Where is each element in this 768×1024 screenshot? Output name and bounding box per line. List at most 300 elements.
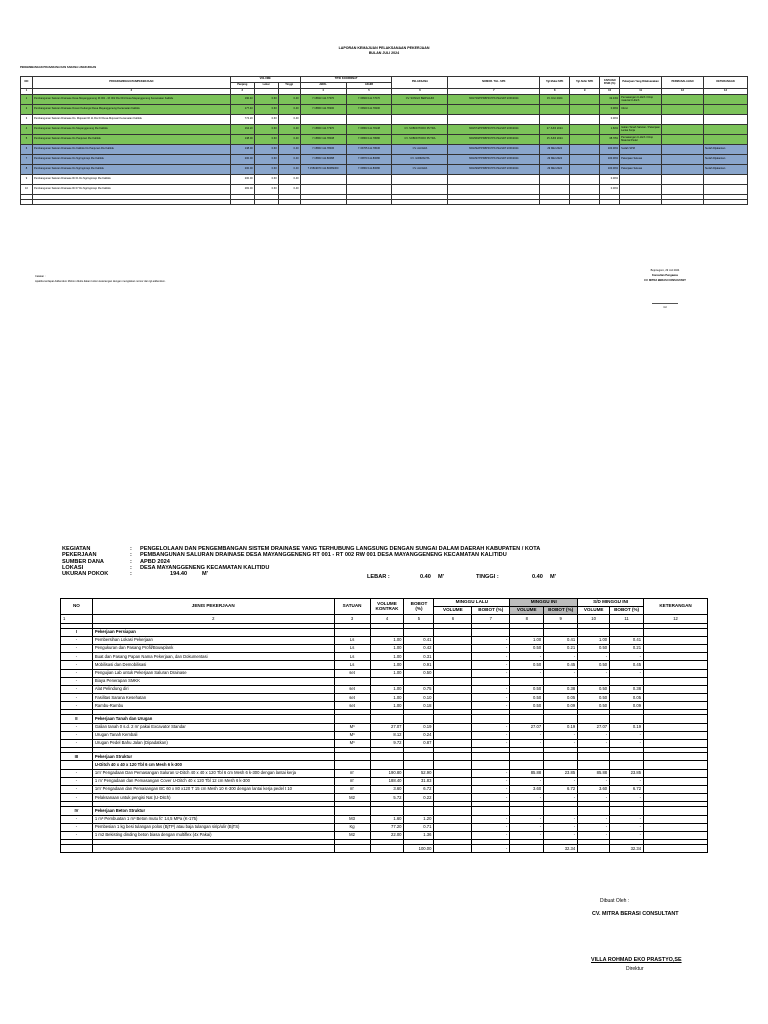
cell-keterangan (644, 785, 708, 793)
cell-lv (434, 723, 472, 731)
cell-p: 200.00 (230, 155, 254, 165)
cell-bobot: 0.41 (404, 636, 434, 644)
cell-akhir-spk (570, 115, 600, 125)
cell-l: 0.60 (254, 125, 278, 135)
cell-sv: 0.50 (578, 661, 610, 669)
rab-row (61, 685, 708, 693)
column-number: 11 (620, 89, 662, 95)
cell-sat: M2 (334, 831, 370, 839)
info-labels (62, 546, 108, 577)
cell-name: Pembangunan Saluran Drainase Rt 01 Ds Ngringinrejo Rw Kalitidu (32, 175, 230, 185)
cell-t: 0.40 (278, 105, 300, 115)
cell-awal: 7.15863 111.80088 (300, 155, 346, 165)
empty-cell (370, 753, 404, 761)
empty-cell (254, 200, 278, 205)
cell-sat: Ls (334, 644, 370, 652)
rab-column-number: 4 (370, 615, 404, 623)
cell-name: Mobilisasi dan Demobilisasi (92, 661, 334, 669)
empty-cell (404, 715, 434, 723)
total-sb: 32.34 (610, 845, 644, 853)
cell-iv: 0.50 (510, 661, 544, 669)
rab-header-sd-bobot: BOBOT (%) (610, 607, 644, 615)
cell-sat: M³ (334, 723, 370, 731)
cell-cap: 0.00% (600, 105, 620, 115)
label-sumber-dana: SUMBER DANA (62, 558, 104, 565)
cell-t: 0.40 (278, 135, 300, 145)
empty-cell (472, 753, 510, 761)
cell-no: - (61, 723, 93, 731)
column-number: 10 (600, 89, 620, 95)
cell-akhir: 7.15820 111.77070 (346, 95, 392, 105)
sign-company: CV. MITRA BERASI CONSULTANT (644, 279, 686, 282)
cell-no: - (61, 777, 93, 785)
empty-cell (472, 715, 510, 723)
cell-lb: - (472, 815, 510, 823)
cell-mulai (540, 175, 570, 185)
cell-masalah (662, 165, 704, 175)
cell-kerja: Sudah SPM (620, 145, 662, 155)
cell-l: 0.60 (254, 95, 278, 105)
cell-vol: 1.00 (370, 653, 404, 661)
section-number: III (61, 753, 93, 761)
rab-column-number: 12 (644, 615, 708, 623)
empty-cell (392, 200, 448, 205)
header-tinggi: Tinggi (278, 83, 300, 89)
empty-cell (92, 845, 334, 853)
rab-header-jenis: JENIS PEKERJAAN (92, 599, 334, 615)
empty-cell (544, 761, 578, 769)
cell-spk: 600/297/PPKBPR.PPK.PELSDT.2/06/2024 (448, 155, 540, 165)
cell-iv: 0.50 (510, 685, 544, 693)
cell-pelaksana (392, 115, 448, 125)
cell-ib: 6.72 (544, 785, 578, 793)
cell-l: 0.60 (254, 155, 278, 165)
cell-sb (610, 677, 644, 685)
cell-bobot: 0.50 (404, 669, 434, 677)
empty-cell (32, 200, 230, 205)
cell-cap: 0.00% (600, 175, 620, 185)
cell-bobot: 0.19 (404, 723, 434, 731)
cell-iv: 0.50 (510, 694, 544, 702)
cell-ib: - (544, 740, 578, 748)
cell-cap: 38.78% (600, 135, 620, 145)
rab-row (61, 677, 708, 685)
cell-name: Pengujian Lab untuk Pekerjaan Saluran Drainase (92, 669, 334, 677)
cell-vol: 1.00 (370, 636, 404, 644)
cell-akhir-spk (570, 175, 600, 185)
empty-cell (434, 845, 472, 853)
cell-no: - (61, 669, 93, 677)
colon: : (130, 558, 132, 565)
header-pelaksana: PELAKSANA (392, 77, 448, 89)
cell-pelaksana: CV. SOBONTORO PUTRA (392, 125, 448, 135)
cell-keterangan (644, 702, 708, 710)
cell-lv (434, 669, 472, 677)
cell-ket (703, 185, 747, 195)
empty-cell (472, 761, 510, 769)
empty-cell (610, 715, 644, 723)
weekly-progress-table (60, 598, 708, 853)
cell-iv: - (510, 653, 544, 661)
section-number (61, 761, 93, 769)
header-nomor-spk: NOMOR. TGL. SPK (448, 77, 540, 89)
cell-awal: 7.15860 111.78200 (300, 105, 346, 115)
rab-row (61, 785, 708, 793)
cell-l: 0.60 (254, 135, 278, 145)
column-number: 1 (21, 89, 33, 95)
empty-cell (644, 628, 708, 636)
cell-vol: 1.60 (370, 815, 404, 823)
cell-vol: 1.00 (370, 702, 404, 710)
cell-mulai (540, 105, 570, 115)
cell-ket (703, 105, 747, 115)
empty-cell (230, 200, 254, 205)
cell-ib: - (544, 815, 578, 823)
cell-spk: 600/729/PPKBPR.PPK.PELSDT.2/06/2024 (448, 95, 540, 105)
cell-lb: - (472, 769, 510, 777)
column-number: 6 (392, 89, 448, 95)
cell-sb: - (610, 669, 644, 677)
cell-sv: 27.07 (578, 723, 610, 731)
cell-pelaksana (392, 105, 448, 115)
empty-cell (620, 200, 662, 205)
section-title: Pekerjaan Struktur (92, 753, 334, 761)
table-row (21, 165, 748, 175)
empty-cell (404, 761, 434, 769)
cell-sb: 23.85 (610, 769, 644, 777)
cell-no: - (61, 653, 93, 661)
cell-bobot: 6.72 (404, 785, 434, 793)
cell-sb: - (610, 740, 644, 748)
cell-vol: 1.00 (370, 669, 404, 677)
cell-sb: 0.41 (610, 636, 644, 644)
empty-cell (434, 807, 472, 815)
label-pekerjaan: PEKERJAAN (62, 552, 97, 559)
cell-name: 1m' Pengadaan dan Pemasangan BC 60 x 80 x120 T 15 cm Mesh 10 K-300 dengan lantai kerja pedel t 10 (92, 785, 334, 793)
empty-cell (61, 845, 93, 853)
total-bobot: 100.00 (404, 845, 434, 853)
cell-name: Pembangunan Saluran Drainase Desa Mayanggeneng Rt 001 - Rt 002 Rw 001 Desa Mayanggeneng Kecamatan Kalitidu (32, 95, 230, 105)
cell-iv: - (510, 740, 544, 748)
cell-bobot: 0.91 (404, 661, 434, 669)
cell-name: Pelaksanaan untuk pengisi Nat (U-Ditch) (92, 794, 334, 802)
cell-t: 0.40 (278, 175, 300, 185)
cell-lb: - (472, 653, 510, 661)
cell-ket: Sudah Dijalankan (703, 155, 747, 165)
rab-header-ini-bobot: BOBOT (%) (544, 607, 578, 615)
cell-lv (434, 685, 472, 693)
cell-sv (578, 677, 610, 685)
cell-lb: - (472, 823, 510, 831)
empty-cell (21, 200, 33, 205)
cell-ket (703, 125, 747, 135)
rab-row (61, 661, 708, 669)
cell-lb: - (472, 694, 510, 702)
cell-akhir: 7.15765 111.78036 (346, 145, 392, 155)
cell-no: - (61, 677, 93, 685)
cell-sv: 0.50 (578, 694, 610, 702)
cell-no: - (61, 785, 93, 793)
empty-cell (540, 200, 570, 205)
total-lb: - (472, 845, 510, 853)
cell-awal: 7.15860 111.77970 (300, 125, 346, 135)
cell-lv (434, 644, 472, 652)
table-row (21, 115, 748, 125)
empty-cell (544, 715, 578, 723)
cell-pelaksana: CV. ALFARA (392, 165, 448, 175)
cell-ib: - (544, 669, 578, 677)
empty-cell (510, 761, 544, 769)
cell-sat: Ls (334, 661, 370, 669)
cell-sat: m' (334, 769, 370, 777)
header-titik: TITIK KOORDINAT (300, 77, 392, 83)
empty-cell (510, 628, 544, 636)
header-keterangan: KETERANGAN (703, 77, 747, 89)
cell-bobot: 31.83 (404, 777, 434, 785)
cell-p: 200.00 (230, 175, 254, 185)
cell-sb: - (610, 794, 644, 802)
empty-cell (434, 628, 472, 636)
cell-no: - (61, 702, 93, 710)
cell-l: 0.60 (254, 115, 278, 125)
cell-ket (703, 135, 747, 145)
rab-row (61, 777, 708, 785)
cell-masalah (662, 155, 704, 165)
empty-row (21, 200, 748, 205)
rab-header-no: NO (61, 599, 93, 615)
cell-lv (434, 823, 472, 831)
cell-no: - (61, 694, 93, 702)
rab-row (61, 636, 708, 644)
header-permasalahan: PERMASALAHAN (662, 77, 704, 89)
rab-header-sd-volume: VOLUME (578, 607, 610, 615)
column-number: 13 (703, 89, 747, 95)
cell-name: 1 m2 Bekisting dinding beton biasa dengan multiflex (4x Pakai) (92, 831, 334, 839)
cell-sv: - (578, 740, 610, 748)
cell-t: 0.40 (278, 155, 300, 165)
colon: : (130, 552, 132, 559)
value-lebar-unit: M' (438, 574, 444, 580)
rab-row (61, 845, 708, 853)
cell-akhir: 7.15863 111.78138 (346, 125, 392, 135)
colon: : (130, 564, 132, 571)
cell-p: 190.40 (230, 95, 254, 105)
table-row (21, 125, 748, 135)
cell-lb: - (472, 644, 510, 652)
cell-name: Alat Pelindung diri (92, 685, 334, 693)
table-row (21, 155, 748, 165)
cell-keterangan (644, 794, 708, 802)
rab-row (61, 694, 708, 702)
cell-no: 10 (21, 185, 33, 195)
cell-p: 138.00 (230, 145, 254, 155)
cell-mulai: 27 JUNI 2024 (540, 125, 570, 135)
cell-keterangan (644, 644, 708, 652)
header-tgl-akhir: Tgl Akhir SPK (570, 77, 600, 89)
cell-lv (434, 769, 472, 777)
cell-name: 1 m' Pengadaan dan Pemasangan Cover U-Ditch 40 x 120 Tbl 12 cm Mesh 6 k-300 (92, 777, 334, 785)
cell-l: 0.60 (254, 105, 278, 115)
empty-cell (404, 628, 434, 636)
cell-masalah (662, 185, 704, 195)
empty-cell (334, 753, 370, 761)
cell-sb: 0.09 (610, 702, 644, 710)
section-title: Pekerjaan Persiapan (92, 628, 334, 636)
empty-cell (578, 761, 610, 769)
column-number: 8 (540, 89, 570, 95)
signature-name: VILLA ROHMAD EKO PRASTYO,SE (591, 957, 682, 963)
cell-spk (448, 105, 540, 115)
empty-cell (434, 715, 472, 723)
cell-sb: 6.72 (610, 785, 644, 793)
cell-ib: 0.09 (544, 702, 578, 710)
header-capaian: CAPAIAN FISIK (%) (600, 77, 620, 89)
cell-lb: - (472, 731, 510, 739)
cell-no: - (61, 731, 93, 739)
empty-cell (434, 761, 472, 769)
rab-row (61, 807, 708, 815)
cell-keterangan (644, 740, 708, 748)
empty-cell (578, 753, 610, 761)
cell-sv: 1.00 (578, 636, 610, 644)
section-title: Pekerjaan Tanah dan Urugan (92, 715, 334, 723)
info-colons (130, 546, 132, 577)
cell-awal (300, 175, 346, 185)
cell-cap: 32.34% (600, 95, 620, 105)
cell-mulai: 29 MEI 2024 (540, 165, 570, 175)
cell-lv (434, 785, 472, 793)
cell-masalah (662, 105, 704, 115)
cell-akhir-spk (570, 155, 600, 165)
cell-kerja (620, 175, 662, 185)
cell-lv (434, 831, 472, 839)
cell-keterangan (644, 661, 708, 669)
table-row (21, 185, 748, 195)
empty-cell (600, 200, 620, 205)
cell-awal: 7.15819970 111.80089300 (300, 165, 346, 175)
cell-sat: set (334, 702, 370, 710)
cell-spk: 600/674/PPKBPR.PPK.PELSDT.2/06/2024 (448, 125, 540, 135)
empty-cell (370, 845, 404, 853)
empty-cell (662, 200, 704, 205)
cell-keterangan (644, 636, 708, 644)
cell-vol: 3.60 (370, 785, 404, 793)
value-tinggi: 0.40 (532, 574, 543, 580)
header-tgl-mulai: Tgl Mulai SPK (540, 77, 570, 89)
rab-row (61, 815, 708, 823)
label-lokasi: LOKASI (62, 564, 84, 571)
cell-vol: 77.20 (370, 823, 404, 831)
column-number: 7 (448, 89, 540, 95)
cell-cap: 100.00% (600, 165, 620, 175)
empty-cell (544, 753, 578, 761)
column-number: 5 (346, 89, 392, 95)
cell-cap: 100.00% (600, 155, 620, 165)
cell-sv: - (578, 669, 610, 677)
empty-cell (334, 761, 370, 769)
cell-bobot: 0.31 (404, 653, 434, 661)
cell-pelaksana: CV. GIRIMANTA (392, 155, 448, 165)
header-akhir: AKHIR (346, 83, 392, 89)
colon: : (130, 571, 132, 578)
cell-sv: 0.50 (578, 702, 610, 710)
cell-masalah (662, 95, 704, 105)
cell-lb: - (472, 669, 510, 677)
rab-row (61, 794, 708, 802)
cell-lb: - (472, 794, 510, 802)
cell-spk (448, 185, 540, 195)
cell-akhir-spk (570, 105, 600, 115)
cell-p: 282.00 (230, 185, 254, 195)
cell-sat: m' (334, 777, 370, 785)
header-pekerjaan-dilaksanakan: Pekerjaan Yang Dilaksanakan (620, 77, 662, 89)
cell-mulai (540, 115, 570, 125)
cell-lb: - (472, 685, 510, 693)
cell-no: 8 (21, 165, 33, 175)
cell-vol (370, 677, 404, 685)
cell-p: 200.00 (230, 165, 254, 175)
cell-iv: - (510, 823, 544, 831)
cell-name: Rambu-Rambu (92, 702, 334, 710)
cell-sv: - (578, 823, 610, 831)
cell-no: 6 (21, 145, 33, 155)
made-by-label: Dibuat Oleh : (600, 898, 630, 904)
cell-lv (434, 636, 472, 644)
cell-ib: - (544, 653, 578, 661)
cell-ib: - (544, 777, 578, 785)
value-lokasi: DESA MAYANGGENENG KECAMATAN KALITIDU (140, 564, 270, 571)
cell-bobot: 0.24 (404, 731, 434, 739)
cell-no: - (61, 794, 93, 802)
empty-cell (370, 761, 404, 769)
cell-pelaksana (392, 185, 448, 195)
cell-name: Pembangunan Saluran Drainase Ds Panjunan Rw Kalitidu (32, 135, 230, 145)
cell-pelaksana: CV. SOBONTORO PUTRA (392, 135, 448, 145)
cell-akhir-spk (570, 135, 600, 145)
section-number: II (61, 715, 93, 723)
cell-name: Pembangunan Saluran Drainase Rt 07 Ds Ngringinrejo Rw Kalitidu (32, 185, 230, 195)
cell-sat: set (334, 694, 370, 702)
cell-sat: m' (334, 785, 370, 793)
rab-column-number: 10 (578, 615, 610, 623)
cell-akhir-spk (570, 185, 600, 195)
signature-company: CV. MITRA BERASI CONSULTANT (592, 911, 679, 917)
cell-iv: 27.07 (510, 723, 544, 731)
cell-name: Biaya Penerapan SMKK (92, 677, 334, 685)
rab-column-number: 3 (334, 615, 370, 623)
cell-t: 0.40 (278, 185, 300, 195)
cell-akhir-spk (570, 125, 600, 135)
header-volume: VOLUME (230, 77, 300, 83)
cell-lb: - (472, 702, 510, 710)
cell-name: 1m' Pengadaan Dan Pemasangan Saluran U-Ditch 40 x 40 x 120 Tbl 6 cm Mesh 6 k-300 dengan lantai kerja (92, 769, 334, 777)
cell-awal (300, 115, 346, 125)
rab-row (61, 823, 708, 831)
cell-ib: 0.19 (544, 723, 578, 731)
cell-sat: Kg (334, 823, 370, 831)
cell-p: 138.00 (230, 135, 254, 145)
cell-sat: set (334, 685, 370, 693)
progress-report-table (20, 76, 748, 205)
cell-bobot: 1.36 (404, 831, 434, 839)
empty-cell (610, 761, 644, 769)
cell-kerja: Pekerjaan Selesai (620, 155, 662, 165)
cell-akhir-spk (570, 145, 600, 155)
cell-no: - (61, 740, 93, 748)
cell-akhir (346, 115, 392, 125)
cell-vol: 22.00 (370, 831, 404, 839)
cell-cap: 1.60% (600, 125, 620, 135)
